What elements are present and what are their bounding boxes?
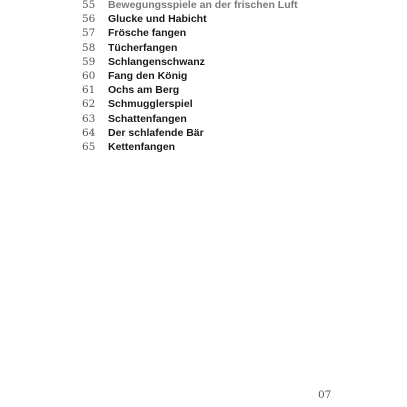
toc-entry-title: Kettenfangen	[108, 140, 176, 153]
toc-entry	[82, 55, 298, 69]
table-of-contents	[82, 0, 298, 154]
toc-entry-title: Glucke und Habicht	[108, 13, 207, 26]
toc-entry	[82, 97, 298, 111]
toc-page-number: 59	[82, 55, 96, 68]
toc-section-title: Bewegungsspiele an der frischen Luft	[108, 0, 298, 11]
toc-entry	[82, 140, 298, 154]
toc-page-number: 58	[82, 41, 96, 54]
toc-page-number: 56	[82, 13, 96, 26]
toc-entry	[82, 26, 298, 40]
toc-page-number: 57	[82, 27, 96, 40]
toc-page-number: 65	[82, 140, 96, 153]
toc-entry-title: Schmugglerspiel	[108, 98, 193, 111]
toc-entry	[82, 126, 298, 140]
toc-page-number: 62	[82, 98, 96, 111]
toc-entry	[82, 83, 298, 97]
toc-entry	[82, 41, 298, 55]
toc-page-number: 64	[82, 126, 96, 139]
toc-entry-title: Der schlafende Bär	[108, 126, 204, 139]
toc-entry-title: Fang den König	[108, 69, 188, 82]
toc-entry-title: Schattenfangen	[108, 112, 187, 125]
toc-page-number: 63	[82, 112, 96, 125]
toc-entry-title: Schlangenschwanz	[108, 55, 205, 68]
toc-entry-title: Tücherfangen	[108, 41, 178, 54]
toc-entry	[82, 112, 298, 126]
toc-entry-title: Frösche fangen	[108, 27, 187, 40]
toc-entry	[82, 69, 298, 83]
toc-section-heading	[82, 0, 298, 12]
toc-page-number: 60	[82, 69, 96, 82]
toc-page-number: 55	[82, 0, 96, 11]
page-number: 07	[318, 389, 332, 401]
toc-entry-title: Ochs am Berg	[108, 84, 180, 97]
toc-page-number: 61	[82, 84, 96, 97]
toc-entry	[82, 12, 298, 26]
